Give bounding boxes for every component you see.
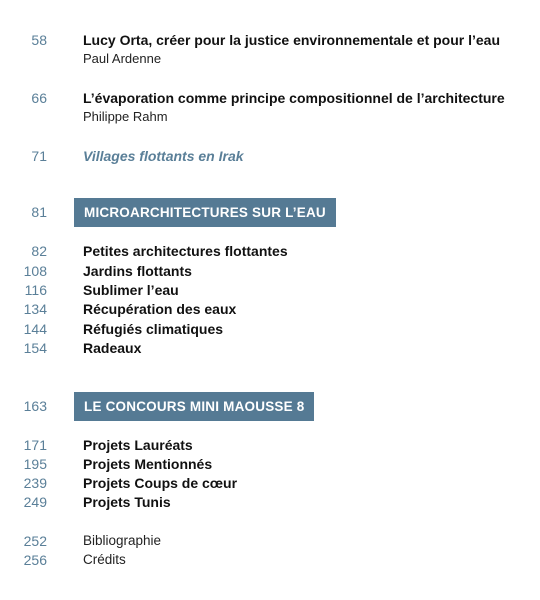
toc-page-number: 239 <box>23 475 47 491</box>
toc-entry-author: Paul Ardenne <box>83 51 162 66</box>
toc-entry-title: Villages flottants en Irak <box>83 148 244 164</box>
toc-page-number: 256 <box>23 552 47 568</box>
toc-page-number: 66 <box>31 90 47 106</box>
toc-entry-title: L’évaporation comme principe compositionnel de l’architecture <box>83 90 505 106</box>
toc-page-number: 249 <box>23 494 47 510</box>
toc-page-number: 58 <box>31 32 47 48</box>
toc-page-number: 134 <box>23 301 47 317</box>
toc-entry-title: Récupération des eaux <box>83 301 237 317</box>
toc-entry-title: Sublimer l’eau <box>83 282 179 298</box>
toc-entry-title: Petites architectures flottantes <box>83 243 288 259</box>
toc-page-number: 116 <box>24 282 47 298</box>
toc-page-number: 195 <box>23 456 47 472</box>
toc-entry-title: Crédits <box>83 552 126 567</box>
toc-page-number: 252 <box>23 533 47 549</box>
toc-page-number: 171 <box>23 437 47 453</box>
section-page-number: 163 <box>23 398 47 414</box>
toc-page-number: 82 <box>31 243 47 259</box>
toc-entry-author: Philippe Rahm <box>83 109 168 124</box>
toc-page-number: 154 <box>23 340 47 356</box>
toc-entry-title: Projets Lauréats <box>83 437 193 453</box>
toc-entry-title: Radeaux <box>83 340 142 356</box>
toc-page-number: 144 <box>23 321 47 337</box>
toc-page-number: 108 <box>23 263 47 279</box>
toc-entry-title: Réfugiés climatiques <box>83 321 224 337</box>
toc-entry-title: Bibliographie <box>83 533 162 548</box>
section-banner: LE CONCOURS MINI MAOUSSE 8 <box>74 392 314 421</box>
section-page-number: 81 <box>31 204 47 220</box>
toc-page-number: 71 <box>31 148 47 164</box>
toc-entry-title: Lucy Orta, créer pour la justice environnementale et pour l’eau <box>83 32 501 48</box>
toc-entry-title: Jardins flottants <box>83 263 192 279</box>
toc-entry-title: Projets Coups de cœur <box>83 475 238 491</box>
toc-entry-title: Projets Tunis <box>83 494 171 510</box>
section-banner: MICROARCHITECTURES SUR L’EAU <box>74 198 336 227</box>
toc-entry-title: Projets Mentionnés <box>83 456 213 472</box>
